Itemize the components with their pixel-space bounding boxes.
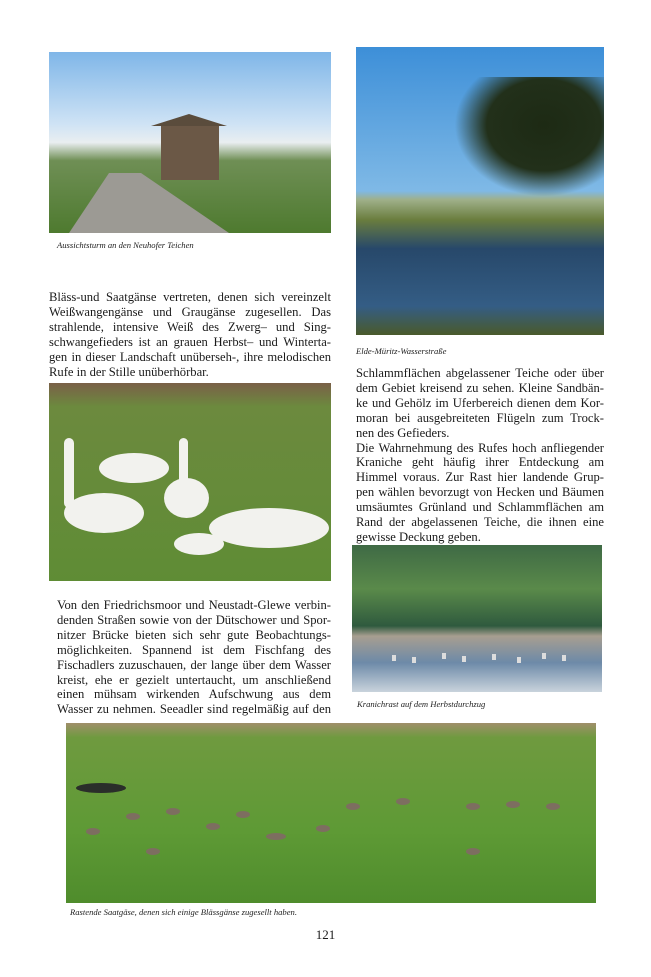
text-line: Himmel voraus. Zur Rast hier landende Grup-: [356, 470, 604, 485]
text-line: gen in dieser Landschaft unüberseh-, ihre melodischen: [49, 349, 331, 364]
text-line: nitzer Brücke bieten sich sehr gute Beobachtungs-: [57, 627, 331, 642]
photo-observation-tower: [49, 52, 331, 233]
text-line: Schlammflächen abgelassener Teiche oder über: [356, 366, 604, 380]
observation-tower: [157, 114, 221, 180]
photo-geese: [66, 723, 596, 903]
text-line: einen mühsam wirkenden Aufschwung aus dem: [57, 687, 331, 702]
text-left-paragraph-1: [49, 290, 331, 379]
text-line: moran bei ausgebreiteten Flügeln zum Trock-: [356, 410, 604, 425]
text-line: umsäumtes Grünland und Schlammflächen am: [356, 500, 604, 515]
text-line: strahlende, intensive Weiß des Zwerg– und Sing-: [49, 319, 331, 334]
text-line: nen des Gefieders.: [356, 425, 450, 440]
text-line: kreist, ehe er gezielt untertaucht, um anschließend: [57, 672, 331, 687]
text-left-paragraph-2: [57, 598, 331, 717]
text-line: ke und Gehölz im Uferbereich dienen dem Kor-: [356, 395, 604, 410]
text-line: möglichkeiten. Spannend ist dem Fischfang des: [57, 642, 331, 657]
photo-cranes: [352, 545, 602, 692]
text-line: Weißwangengänse und Graugänse zugesellen. Das: [49, 304, 331, 319]
text-line: schwangefieders ist an grauen Herbst– und Winterta-: [49, 334, 331, 349]
text-right-paragraphs: [356, 366, 604, 545]
text-line: Fischadlers zuzuschauen, der lange über dem Wasser: [57, 657, 331, 672]
text-line: Von den Friedrichsmoor und Neustadt-Glewe verbin-: [57, 598, 331, 612]
text-line: Rufe in der Stille unüberhörbar.: [49, 364, 209, 379]
text-line: dem Gebiet kreisend zu sehen. Kleine Sandbän-: [356, 380, 604, 395]
caption-geese: Rastende Saatgäse, denen sich einige Blässgänse zugesellt haben.: [70, 907, 297, 917]
text-line: denden Straßen sowie von der Dütschower und Spor-: [57, 612, 331, 627]
caption-cranes: Kranichrast auf dem Herbstdurchzug: [357, 699, 486, 709]
road: [69, 173, 229, 233]
text-line: Kraniche geht häufig ihrer Entdeckung am: [356, 455, 604, 470]
photo-canal: [356, 47, 604, 335]
text-line: Die Wahrnehmung des Rufes hoch anfliegender: [356, 440, 604, 455]
text-line: Wasser zu nehmen. Seeadler sind regelmäßig auf den: [57, 702, 331, 717]
photo-swans: [49, 383, 331, 581]
caption-canal: Elde-Müritz-Wasserstraße: [356, 346, 447, 356]
page-number: 121: [315, 927, 336, 942]
text-line: Bläss-und Saatgänse vertreten, denen sich vereinzelt: [49, 290, 331, 304]
text-line: gewisse Deckung geben.: [356, 529, 481, 544]
text-line: pen wählen bevorzugt von Hecken und Bäumen: [356, 485, 604, 500]
text-line: Rand der abgelassenen Teiche, die ihnen eine: [356, 515, 604, 530]
caption-tower: Aussichtsturm an den Neuhofer Teichen: [57, 240, 194, 250]
